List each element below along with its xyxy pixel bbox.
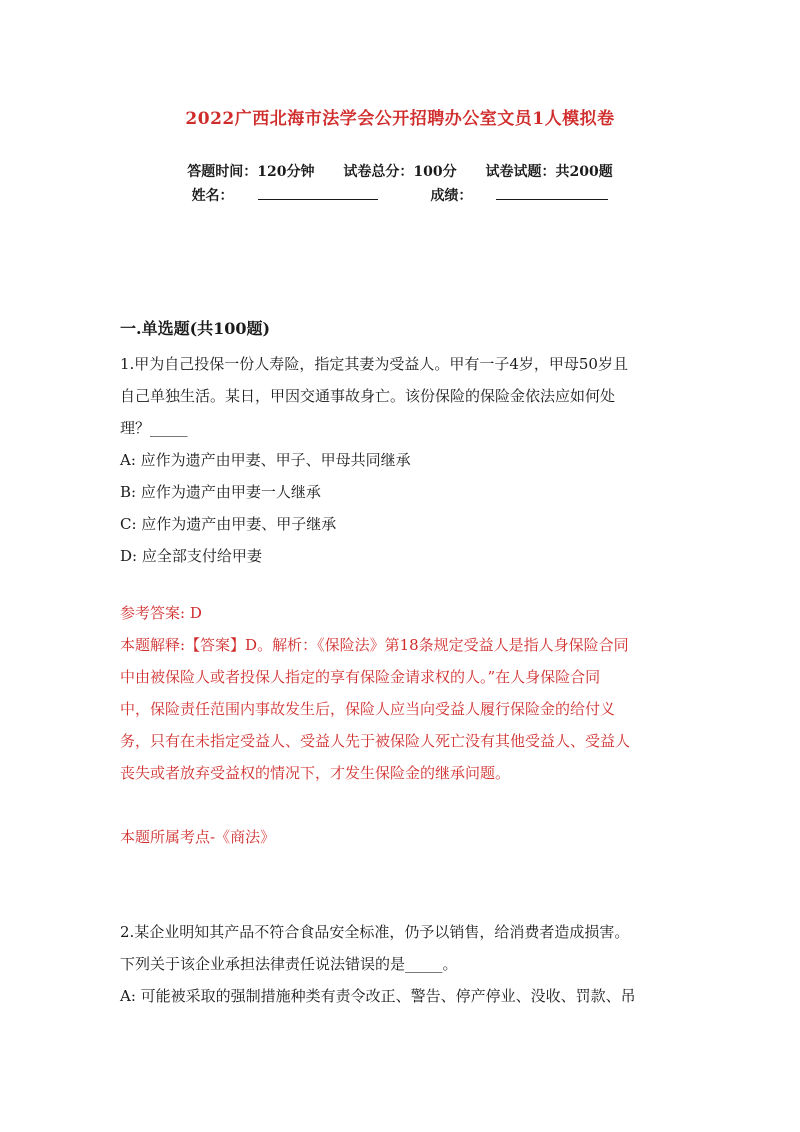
reference-answer: 参考答案: D bbox=[120, 604, 202, 622]
explanation-line: 务，只有在未指定受益人、受益人先于被保险人死亡没有其他受益人、受益人 bbox=[120, 732, 631, 750]
name-label: 姓名： bbox=[191, 188, 234, 204]
exam-total-score: 试卷总分：100分 bbox=[343, 164, 457, 180]
option-a: A: 应作为遗产由甲妻、甲子、甲母共同继承 bbox=[120, 451, 411, 469]
explanation-line: 中由被保险人或者投保人指定的享有保险金请求权的人。”在人身保险合同 bbox=[120, 668, 601, 686]
explanation-line: 丧失或者放弃受益权的情况下，才发生保险金的继承问题。 bbox=[120, 764, 511, 782]
question-text-line: 下列关于该企业承担法律责任说法错误的是_____。 bbox=[120, 955, 458, 973]
exam-meta-row bbox=[0, 161, 800, 181]
exam-title: 2022广西北海市法学会公开招聘办公室文员1人模拟卷 bbox=[185, 109, 615, 129]
question-text-line: 自己单独生活。某日，甲因交通事故身亡。该份保险的保险金依法应如何处 bbox=[120, 387, 616, 405]
question-1 bbox=[120, 348, 685, 572]
explanation-line: 本题解释:【答案】D。解析：《保险法》第18条规定受益人是指人身保险合同 bbox=[120, 636, 629, 654]
option-d: D: 应全部支付给甲妻 bbox=[120, 547, 262, 565]
name-blank bbox=[258, 187, 378, 200]
question-text-line: 理？_____ bbox=[120, 419, 188, 437]
option-a: A: 可能被采取的强制措施种类有责令改正、警告、停产停业、没收、罚款、吊 bbox=[120, 987, 636, 1005]
question-text-line: 1.甲为自己投保一份人寿险，指定其妻为受益人。甲有一子4岁，甲母50岁且 bbox=[120, 355, 628, 373]
section-heading: 一.单选题(共100题) bbox=[120, 319, 271, 338]
score-label: 成绩： bbox=[430, 188, 473, 204]
answer-block bbox=[120, 597, 685, 789]
exam-identity-row bbox=[0, 185, 800, 205]
score-blank bbox=[496, 187, 608, 200]
exam-question-count: 试卷试题：共200题 bbox=[485, 164, 613, 180]
question-2 bbox=[120, 916, 685, 1012]
question-text-line: 2.某企业明知其产品不符合食品安全标准，仍予以销售，给消费者造成损害。 bbox=[120, 923, 630, 941]
option-b: B: 应作为遗产由甲妻一人继承 bbox=[120, 483, 321, 501]
knowledge-point: 本题所属考点-《商法》 bbox=[120, 828, 276, 846]
option-c: C: 应作为遗产由甲妻、甲子继承 bbox=[120, 515, 337, 533]
name-field bbox=[180, 188, 390, 204]
exam-time: 答题时间：120分钟 bbox=[187, 164, 315, 180]
explanation-line: 中，保险责任范围内事故发生后，保险人应当向受益人履行保险金的给付义 bbox=[120, 700, 616, 718]
score-field bbox=[418, 188, 620, 204]
